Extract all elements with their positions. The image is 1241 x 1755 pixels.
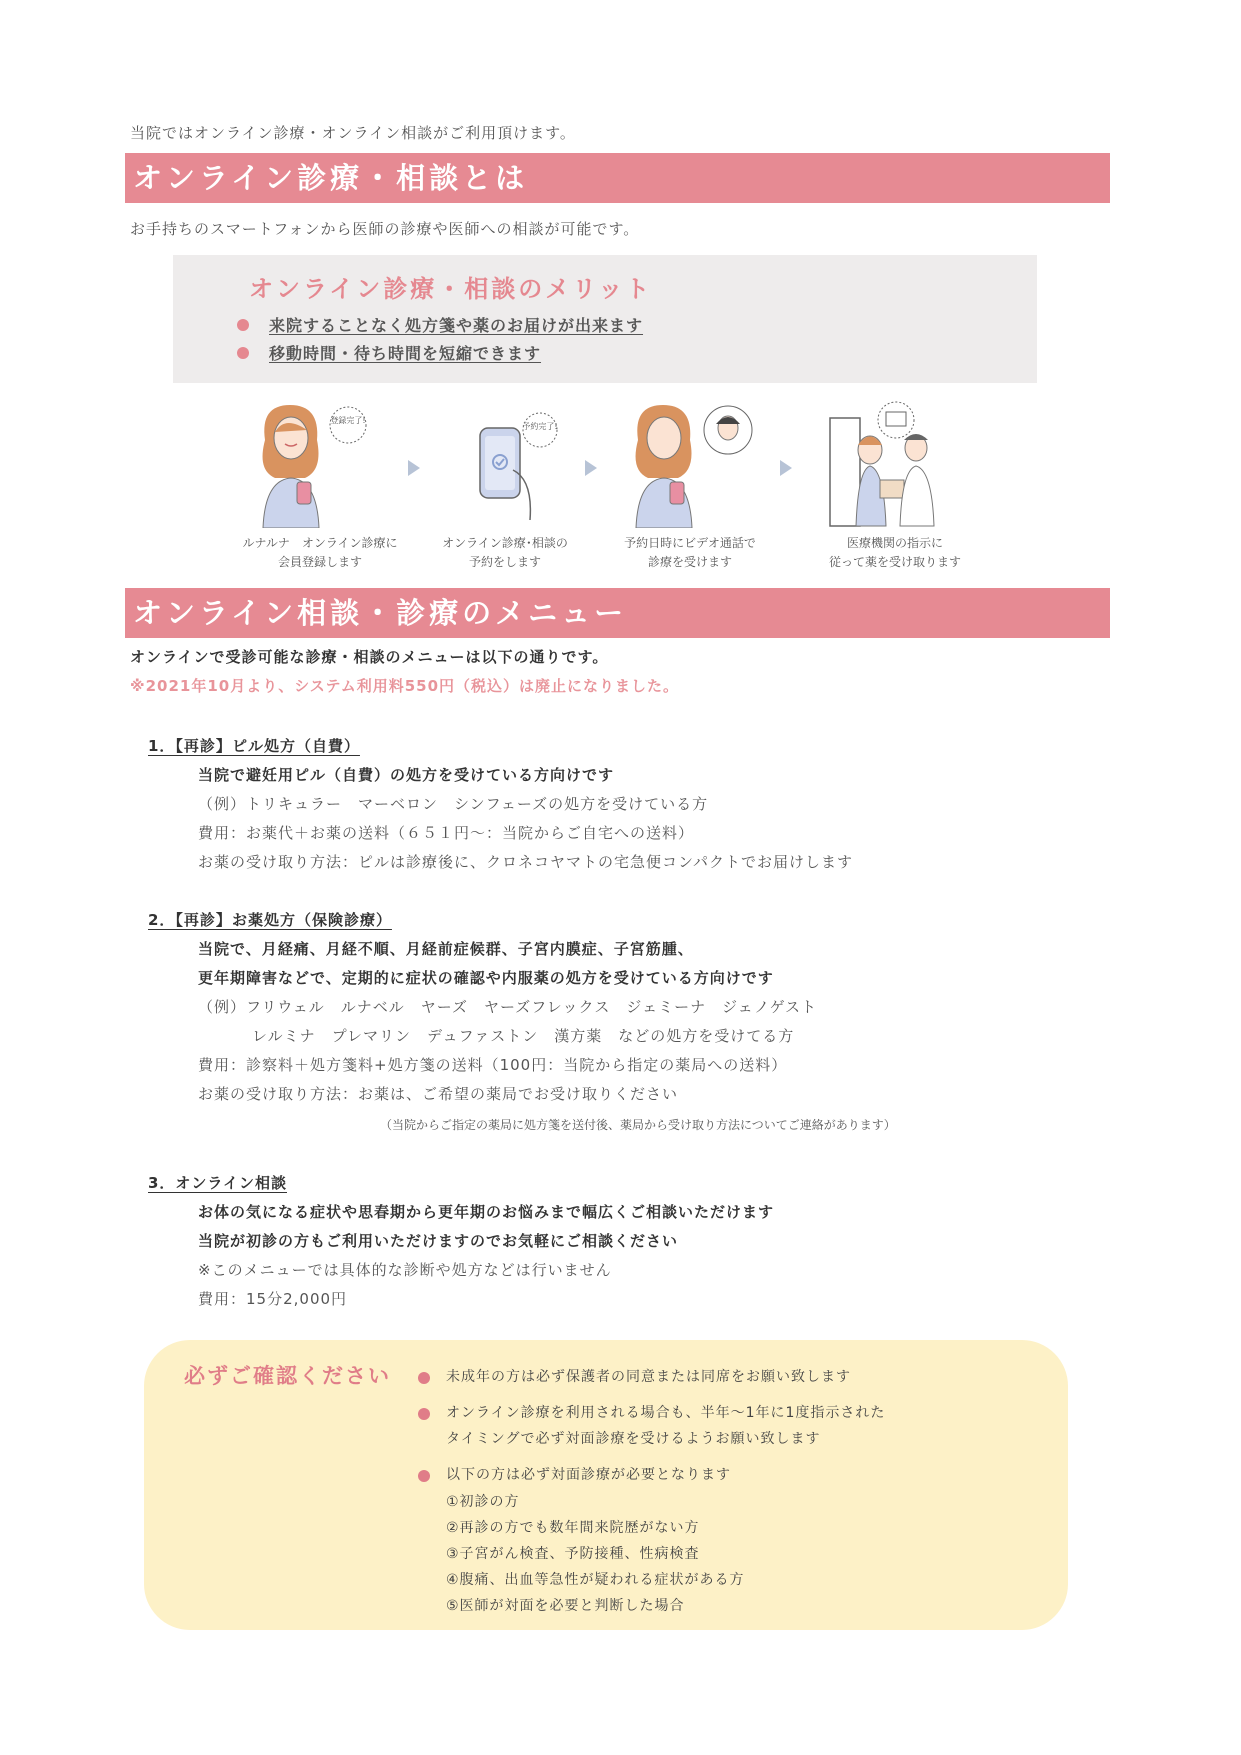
- step2-illustration: [458, 410, 568, 528]
- step4-illustration: [828, 400, 953, 528]
- notice-subitem: ②再診の方でも数年間来院歴がない方: [446, 1520, 700, 1536]
- arrow-right-icon: [780, 460, 792, 476]
- merit-item-label: 来院することなく処方箋や薬のお届けが出来ます: [269, 316, 644, 335]
- menu2-line: 当院で、月経痛、月経不順、月経前症候群、子宮内膜症、子宮筋腫、: [198, 940, 694, 958]
- merit-item: [237, 313, 643, 336]
- notice-box: [144, 1340, 1068, 1630]
- notice-subitem: ⑤医師が対面を必要と判断した場合: [446, 1598, 685, 1614]
- medicine-delivery-icon: [828, 400, 953, 528]
- step2-caption: オンライン診療･相談の 予約をします: [442, 536, 568, 569]
- step1-illustration: [245, 400, 395, 528]
- menu-notice: ※2021年10月より、システム利用料550円（税込）は廃止になりました。: [130, 677, 680, 695]
- merit-box: [173, 255, 1037, 383]
- menu3-line: 費用：15分2,000円: [198, 1290, 348, 1308]
- step1-badge: 登録完了!: [330, 416, 366, 425]
- menu2-line: お薬の受け取り方法：お薬は、ご希望の薬局でお受け取りください: [198, 1085, 679, 1103]
- menu2-line: レルミナ プレマリン デュファストン 漢方薬 などの処方を受けてる方: [252, 1027, 795, 1045]
- intro-text: 当院ではオンライン診療・オンライン相談がご利用頂けます。: [130, 124, 576, 142]
- about-description: お手持ちのスマートフォンから医師の診療や医師への相談が可能です。: [130, 220, 640, 238]
- notice-item: 以下の方は必ず対面診療が必要となります: [446, 1467, 731, 1483]
- step1-caption: ルナルナ オンライン診療に 会員登録します: [242, 536, 398, 569]
- notice-title: 必ずご確認ください: [184, 1364, 391, 1388]
- notice-subitem: ①初診の方: [446, 1494, 520, 1510]
- bullet-dot-icon: [237, 347, 249, 359]
- notice-item-cont: タイミングで必ず対面診療を受けるようお願い致します: [446, 1431, 821, 1447]
- step2-badge: 予約完了!: [522, 422, 558, 431]
- menu3-line: お体の気になる症状や思春期から更年期のお悩みまで幅広くご相談いただけます: [198, 1203, 775, 1221]
- menu2-line: 費用：診察料＋処方箋料+処方箋の送料（100円：当院から指定の薬局への送料）: [198, 1056, 788, 1074]
- notice-item: オンライン診療を利用される場合も、半年～1年に1度指示された: [446, 1405, 886, 1421]
- menu1-heading: 1．【再診】ピル処方（自費）: [148, 737, 360, 755]
- notice-subitem: ④腹痛、出血等急性が疑われる症状がある方: [446, 1572, 745, 1588]
- menu2-heading: 2．【再診】お薬処方（保険診療）: [148, 911, 392, 929]
- menu-lead: オンラインで受診可能な診療・相談のメニューは以下の通りです。: [130, 648, 609, 666]
- menu1-line: 当院で避妊用ピル（自費）の処方を受けている方向けです: [198, 766, 615, 784]
- merit-title: オンライン診療・相談のメリット: [249, 275, 653, 303]
- notice-subitem: ③子宮がん検査、予防接種、性病検査: [446, 1546, 700, 1562]
- step3-caption: 予約日時にビデオ通話で 診療を受けます: [624, 536, 756, 569]
- arrow-right-icon: [585, 460, 597, 476]
- merit-item-label: 移動時間・待ち時間を短縮できます: [269, 344, 542, 363]
- step4-caption: 医療機関の指示に 従って薬を受け取ります: [828, 536, 961, 569]
- menu2-line: （例）フリウェル ルナベル ヤーズ ヤーズフレックス ジェミーナ ジェノゲスト: [198, 998, 818, 1016]
- woman-phone-icon: [245, 400, 395, 528]
- bullet-dot-icon: [237, 319, 249, 331]
- bullet-dot-icon: [418, 1408, 430, 1420]
- arrow-right-icon: [408, 460, 420, 476]
- menu3-line: ※このメニューでは具体的な診断や処方などは行いません: [198, 1261, 612, 1279]
- menu1-line: 費用：お薬代＋お薬の送料（６５１円～：当院からご自宅への送料）: [198, 824, 695, 842]
- video-call-icon: [630, 400, 760, 528]
- menu2-line: 更年期障害などで、定期的に症状の確認や内服薬の処方を受けている方向けです: [198, 969, 774, 987]
- bullet-dot-icon: [418, 1372, 430, 1384]
- merit-item: [237, 341, 541, 364]
- notice-item: 未成年の方は必ず保護者の同意または同席をお願い致します: [446, 1369, 851, 1385]
- menu1-line: お薬の受け取り方法：ピルは診療後に、クロネコヤマトの宅急便コンパクトでお届けします: [198, 853, 853, 871]
- bullet-dot-icon: [418, 1470, 430, 1482]
- step3-illustration: [630, 400, 760, 528]
- menu2-footnote: （当院からご指定の薬局に処方箋を送付後、薬局から受け取り方法についてご連絡があります）: [380, 1118, 896, 1132]
- section-title-menu: オンライン相談・診療のメニュー: [125, 588, 1110, 638]
- menu3-heading: 3．オンライン相談: [148, 1174, 287, 1192]
- menu1-line: （例）トリキュラー マーベロン シンフェーズの処方を受けている方: [198, 795, 709, 813]
- section-title-about: オンライン診療・相談とは: [125, 153, 1110, 203]
- smartphone-hand-icon: [458, 410, 568, 528]
- menu3-line: 当院が初診の方もご利用いただけますのでお気軽にご相談ください: [198, 1232, 679, 1250]
